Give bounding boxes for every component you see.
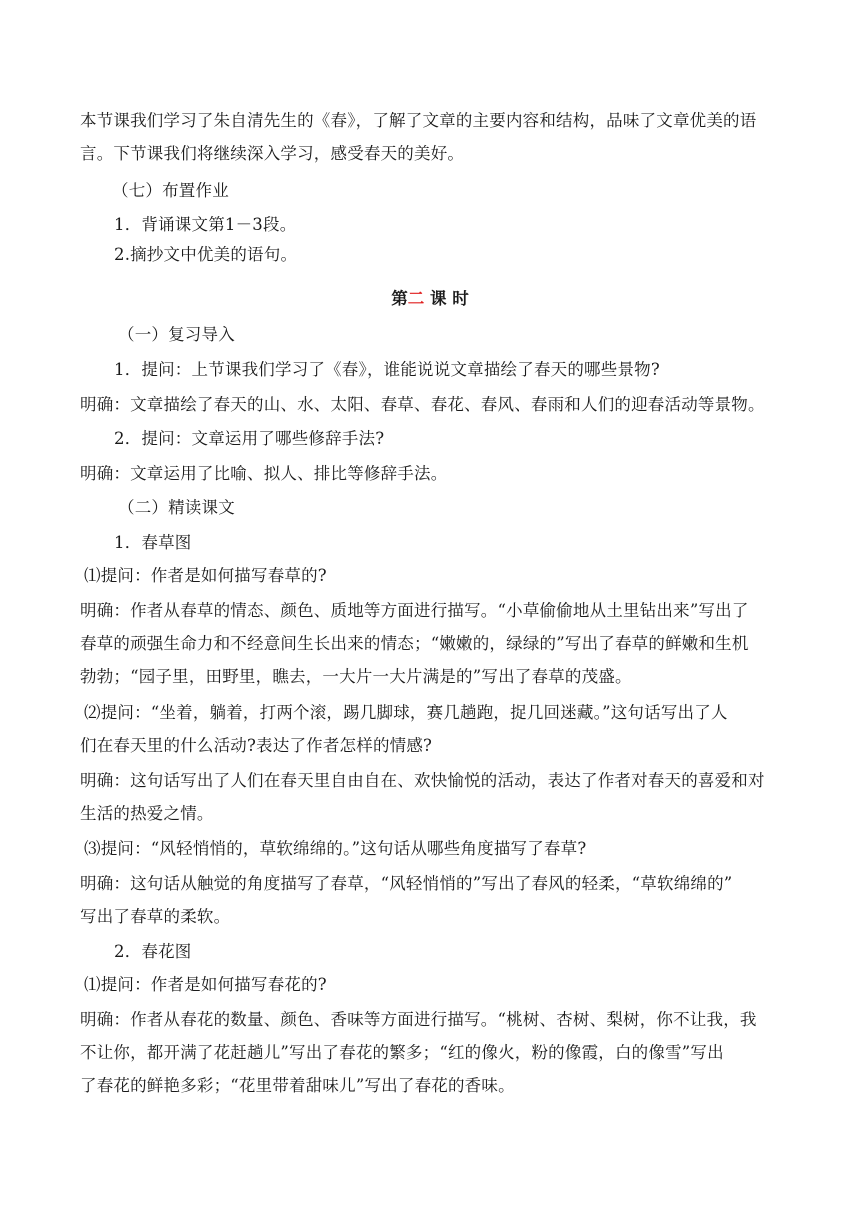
answer-line: 明确：文章描绘了春天的山、水、太阳、春草、春花、春风、春雨和人们的迎春活动等景物。	[80, 395, 765, 414]
answer-line: 春草的顽强生命力和不经意间生长出来的情态；“嫩嫩的，绿绿的”写出了春草的鲜嫩和生机	[80, 634, 749, 653]
lesson-title-prefix: 第	[391, 289, 408, 308]
question-line: ⑶提问：“风轻悄悄的，草软绵绵的。”这句话从哪些角度描写了春草?	[84, 839, 587, 858]
answer-line: 了春花的鲜艳多彩；“花里带着甜味儿”写出了春花的香味。	[80, 1076, 515, 1095]
answer-line: 勃勃；“园子里，田野里，瞧去，一大片一大片满是的”写出了春草的茂盛。	[80, 667, 632, 686]
answer-line: 明确：这句话从触觉的角度描写了春草，“风轻悄悄的”写出了春风的轻柔，“草软绵绵的”	[80, 874, 733, 893]
subsection-heading: 1．春草图	[114, 533, 192, 552]
question-line: ⑵提问：“坐着，躺着，打两个滚，踢几脚球，赛几趟跑，捉几回迷藏。”这句话写出了人	[84, 703, 728, 722]
section-heading: （一）复习导入	[118, 325, 235, 344]
question-line: 们在春天里的什么活动?表达了作者怎样的情感?	[80, 736, 433, 755]
question-line: ⑴提问：作者是如何描写春草的?	[84, 566, 327, 585]
answer-line: 明确：文章运用了比喻、拟人、排比等修辞手法。	[80, 464, 448, 483]
answer-line: 明确：作者从春花的数量、颜色、香味等方面进行描写。“桃树、杏树、梨树，你不让我，我	[80, 1010, 757, 1029]
section-heading: （二）精读课文	[118, 498, 235, 517]
list-item: 2.摘抄文中优美的语句。	[114, 245, 298, 264]
lesson-title-suffix: 课 时	[424, 289, 469, 308]
answer-line: 明确：作者从春草的情态、颜色、质地等方面进行描写。“小草偷偷地从土里钻出来”写出了	[80, 601, 749, 620]
answer-line: 写出了春草的柔软。	[80, 907, 231, 926]
subsection-heading: 2．春花图	[114, 942, 192, 961]
question-line: ⑴提问：作者是如何描写春花的?	[84, 975, 327, 994]
answer-line: 生活的热爱之情。	[80, 804, 214, 823]
paragraph-line: 本节课我们学习了朱自清先生的《春》，了解了文章的主要内容和结构，品味了文章优美的语	[80, 111, 757, 130]
list-item: 1．背诵课文第1－3段。	[114, 215, 297, 234]
question-line: 2．提问：文章运用了哪些修辞手法?	[114, 429, 385, 448]
answer-line: 明确：这句话写出了人们在春天里自由自在、欢快愉悦的活动，表达了作者对春天的喜爱和对	[80, 771, 765, 790]
lesson-title-number: 二	[407, 289, 425, 308]
question-line: 1．提问：上节课我们学习了《春》，谁能说说文章描绘了春天的哪些景物?	[114, 360, 660, 379]
section-heading: （七）布置作业	[112, 181, 229, 200]
answer-line: 不让你，都开满了花赶趟儿”写出了春花的繁多；“红的像火，粉的像霞，白的像雪”写出	[80, 1043, 724, 1062]
lesson-title	[0, 288, 860, 310]
paragraph-line: 言。下节课我们将继续深入学习，感受春天的美好。	[80, 144, 465, 163]
